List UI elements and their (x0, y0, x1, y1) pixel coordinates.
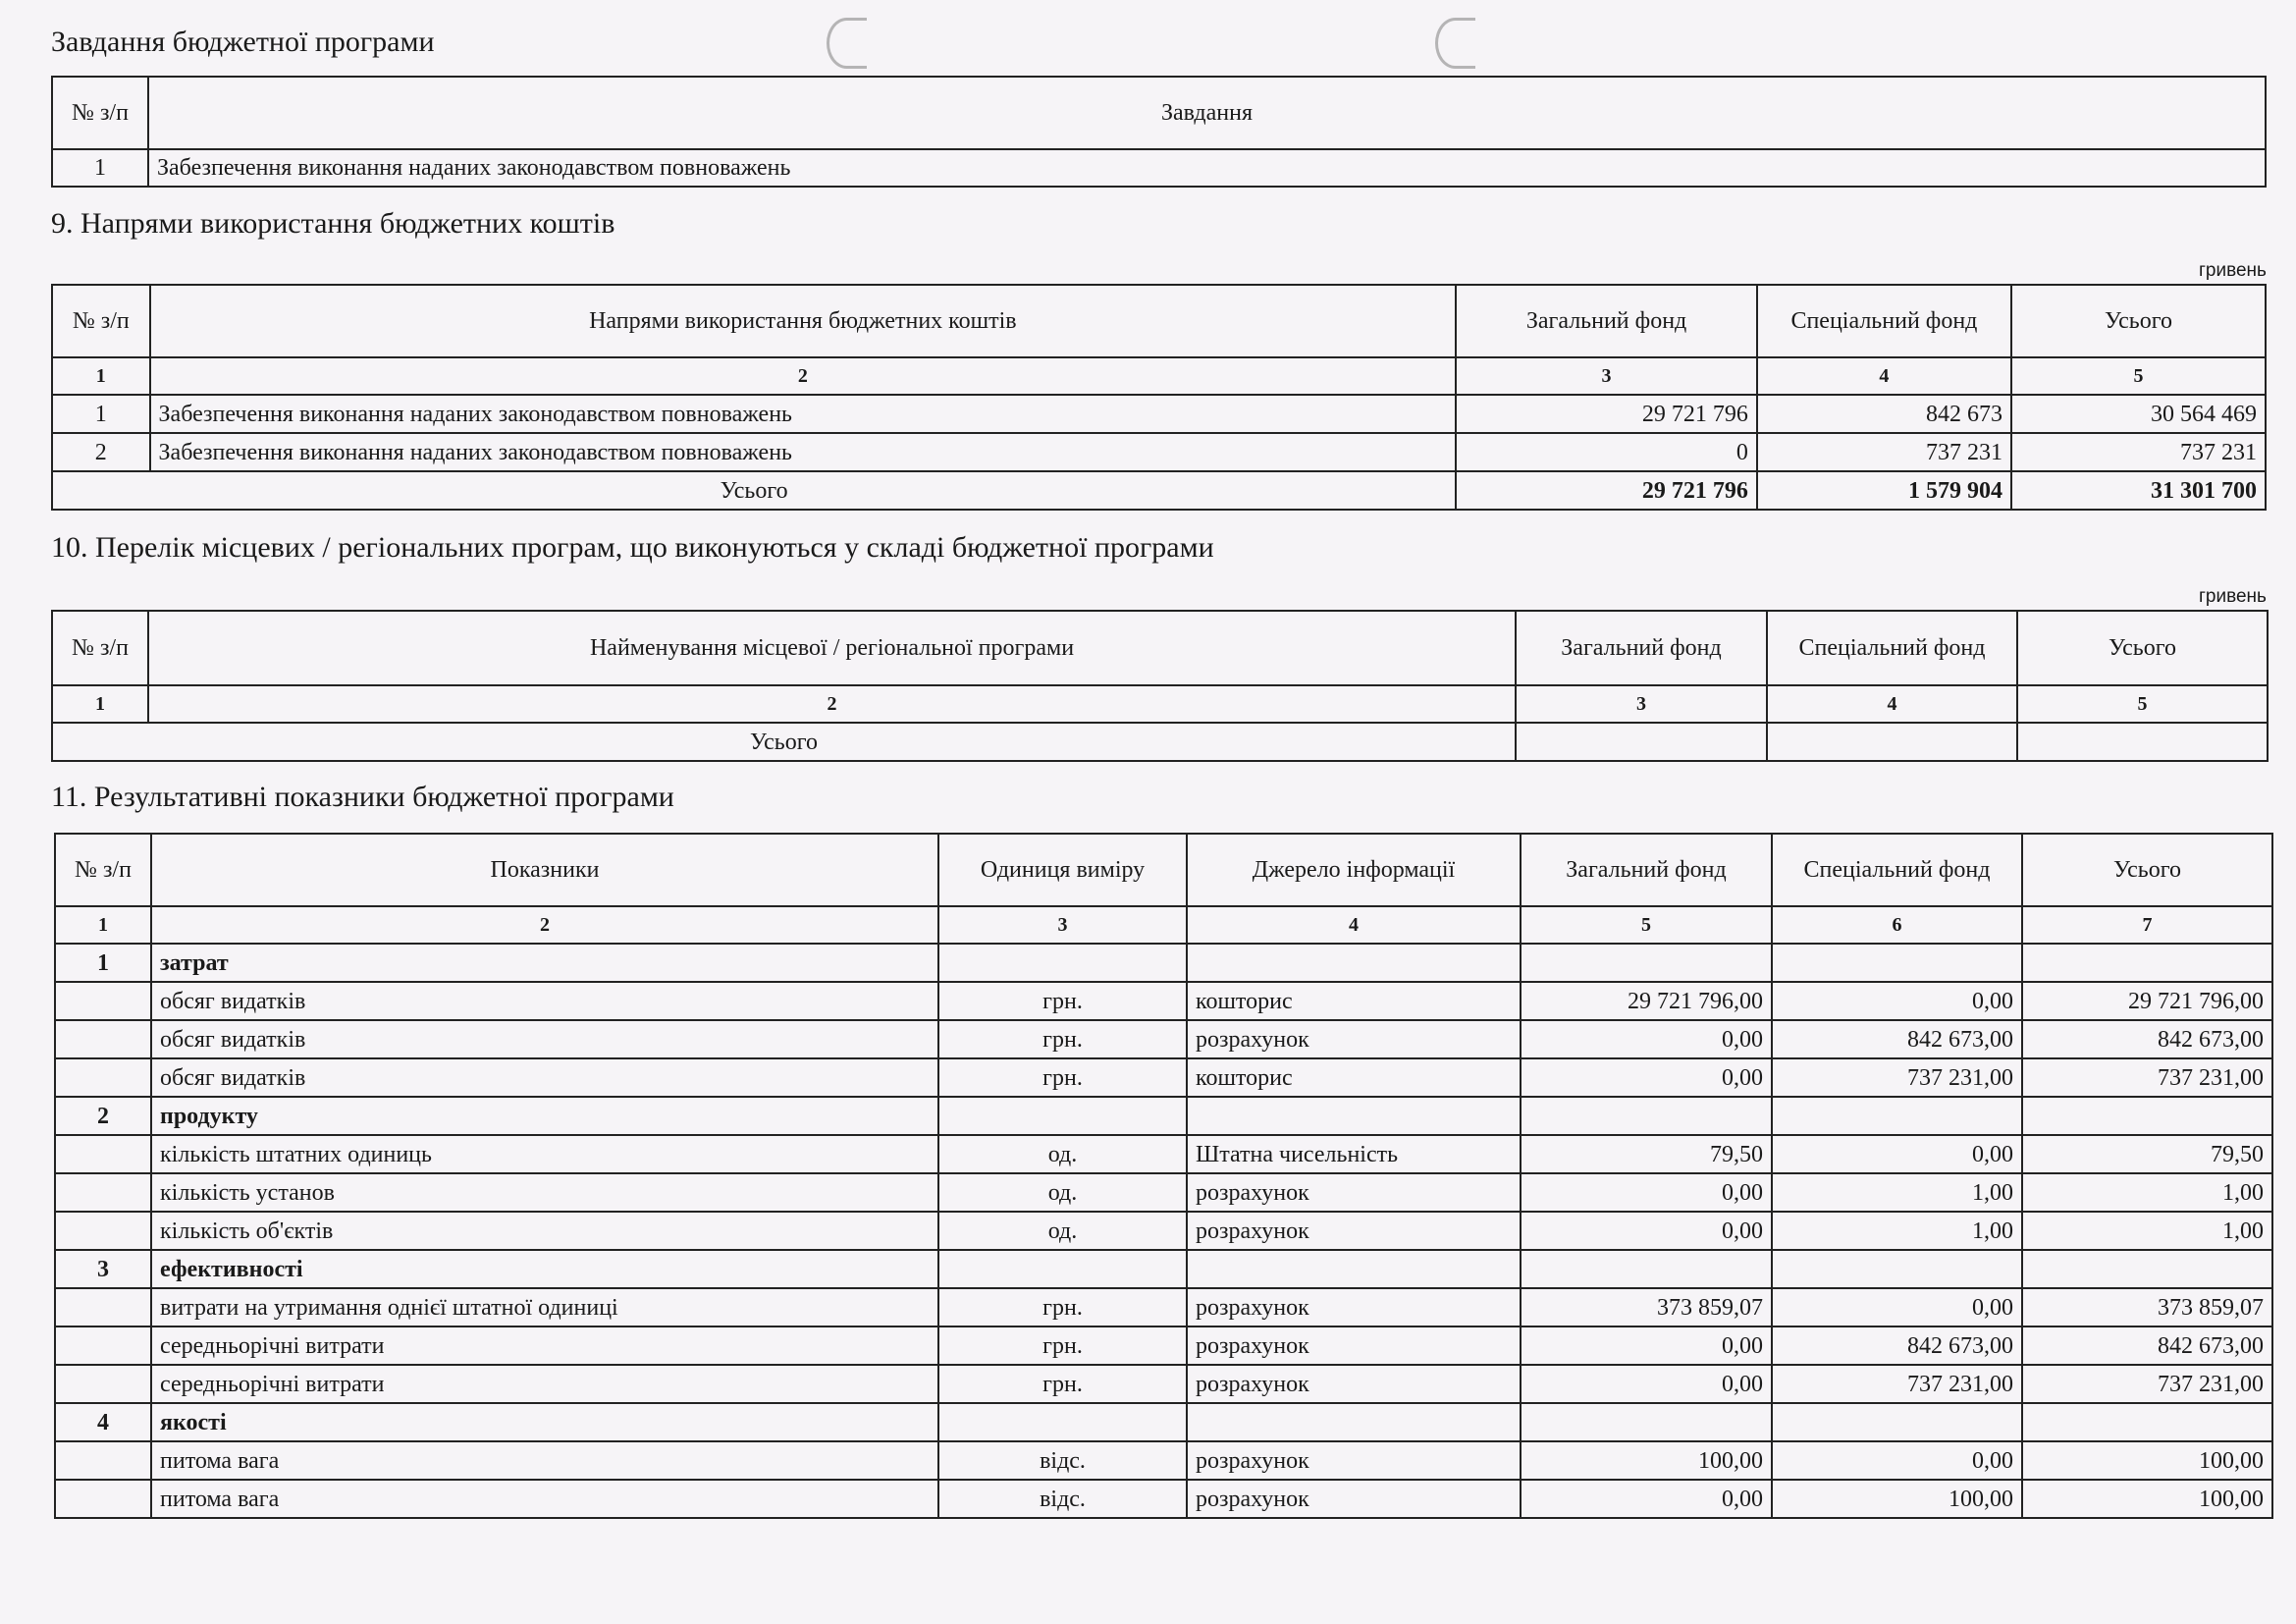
indicator-row (55, 1365, 2272, 1403)
cell: 79,50 (1521, 1135, 1772, 1173)
cell: 0,00 (1772, 1441, 2022, 1480)
section9-table (51, 284, 2267, 511)
cell: 1,00 (2022, 1212, 2272, 1250)
cell: Забезпечення виконання наданих законодавством повноважень (148, 149, 2266, 187)
section9-unit: гривень (2199, 260, 2267, 281)
cell (938, 1097, 1187, 1135)
section8-table (51, 76, 2267, 188)
cell: 2 (52, 433, 150, 471)
cell: обсяг видатків (151, 1058, 938, 1097)
cell: кількість об'єктів (151, 1212, 938, 1250)
total-label: Усього (52, 471, 1456, 510)
cell (1521, 1097, 1772, 1135)
cell (938, 1403, 1187, 1441)
cell (1772, 1250, 2022, 1288)
total-cell (2017, 723, 2268, 761)
column-number: 2 (148, 685, 1516, 723)
section11-table (54, 833, 2273, 1519)
header-cell: Напрями використання бюджетних коштів (150, 285, 1457, 357)
section10-title: 10. Перелік місцевих / регіональних програм, що виконуються у складі бюджетної програми (51, 531, 1214, 564)
cell: продукту (151, 1097, 938, 1135)
indicator-group-row (55, 1097, 2272, 1135)
header-cell: Спеціальний фонд (1772, 834, 2022, 906)
header-cell: Джерело інформації (1187, 834, 1521, 906)
cell: питома вага (151, 1441, 938, 1480)
cell (1187, 1097, 1521, 1135)
cell: 79,50 (2022, 1135, 2272, 1173)
column-number: 2 (150, 357, 1457, 395)
cell: 100,00 (1521, 1441, 1772, 1480)
cell: 29 721 796 (1456, 395, 1757, 433)
cell: 842 673 (1757, 395, 2011, 433)
indicator-row (55, 1288, 2272, 1326)
header-cell: Одиниця виміру (938, 834, 1187, 906)
cell: од. (938, 1173, 1187, 1212)
cell: розрахунок (1187, 1212, 1521, 1250)
cell: кількість установ (151, 1173, 938, 1212)
table-row (52, 149, 2266, 187)
column-number: 1 (52, 357, 150, 395)
column-number: 6 (1772, 906, 2022, 944)
cell: 29 721 796,00 (2022, 982, 2272, 1020)
cell: 0,00 (1521, 1326, 1772, 1365)
cell (1772, 1097, 2022, 1135)
total-cell: 29 721 796 (1456, 471, 1757, 510)
cell: од. (938, 1212, 1187, 1250)
cell: 737 231,00 (1772, 1365, 2022, 1403)
cell: 373 859,07 (1521, 1288, 1772, 1326)
cell: 737 231,00 (2022, 1365, 2272, 1403)
cell: 30 564 469 (2011, 395, 2266, 433)
cell: 0,00 (1521, 1365, 1772, 1403)
cell (2022, 1250, 2272, 1288)
column-number: 5 (2017, 685, 2268, 723)
cell: 842 673,00 (2022, 1020, 2272, 1058)
cell: затрат (151, 944, 938, 982)
cell: 1,00 (1772, 1173, 2022, 1212)
column-number: 3 (938, 906, 1187, 944)
cell: розрахунок (1187, 1326, 1521, 1365)
column-number: 1 (55, 906, 151, 944)
cell: 29 721 796,00 (1521, 982, 1772, 1020)
cell: 0,00 (1772, 1135, 2022, 1173)
total-cell: 1 579 904 (1757, 471, 2011, 510)
cell: 100,00 (1772, 1480, 2022, 1518)
cell (938, 1250, 1187, 1288)
column-number: 7 (2022, 906, 2272, 944)
section9-title: 9. Напрями використання бюджетних коштів (51, 207, 615, 240)
cell: обсяг видатків (151, 982, 938, 1020)
cell: грн. (938, 1365, 1187, 1403)
header-cell: Спеціальний фонд (1767, 611, 2017, 685)
cell (2022, 1403, 2272, 1441)
cell (1187, 944, 1521, 982)
cell: розрахунок (1187, 1480, 1521, 1518)
cell: розрахунок (1187, 1020, 1521, 1058)
cell (2022, 944, 2272, 982)
cell: середньорічні витрати (151, 1365, 938, 1403)
cell: од. (938, 1135, 1187, 1173)
indicator-row (55, 1326, 2272, 1365)
cell: відс. (938, 1441, 1187, 1480)
column-number: 1 (52, 685, 148, 723)
cell (1187, 1403, 1521, 1441)
indicator-row (55, 1441, 2272, 1480)
cell: 737 231 (2011, 433, 2266, 471)
total-cell (1516, 723, 1767, 761)
column-number: 4 (1757, 357, 2011, 395)
indicator-group-row (55, 1250, 2272, 1288)
cell: 373 859,07 (2022, 1288, 2272, 1326)
cell: грн. (938, 982, 1187, 1020)
cell: 0,00 (1521, 1480, 1772, 1518)
column-number: 2 (151, 906, 938, 944)
cell (55, 1173, 151, 1212)
cell (1772, 1403, 2022, 1441)
column-number: 5 (1521, 906, 1772, 944)
indicator-row (55, 1173, 2272, 1212)
header-cell: Усього (2017, 611, 2268, 685)
cell: 842 673,00 (2022, 1326, 2272, 1365)
indicator-row (55, 1212, 2272, 1250)
indicator-row (55, 1480, 2272, 1518)
cell: 1 (55, 944, 151, 982)
total-row (52, 723, 2268, 761)
cell: 0,00 (1772, 982, 2022, 1020)
header-cell: № з/п (52, 611, 148, 685)
cell (55, 1326, 151, 1365)
cell: 0,00 (1521, 1212, 1772, 1250)
cell: кошторис (1187, 1058, 1521, 1097)
header-cell: Загальний фонд (1456, 285, 1757, 357)
cell: 2 (55, 1097, 151, 1135)
table-row (52, 433, 2266, 471)
cell (1187, 1250, 1521, 1288)
section8-title: Завдання бюджетної програми (51, 26, 435, 58)
cell: ефективності (151, 1250, 938, 1288)
cell: 842 673,00 (1772, 1020, 2022, 1058)
cell: 1 (52, 395, 150, 433)
cell: якості (151, 1403, 938, 1441)
cell (55, 982, 151, 1020)
cell: 4 (55, 1403, 151, 1441)
cell: 737 231,00 (1772, 1058, 2022, 1097)
cell: 0,00 (1521, 1020, 1772, 1058)
total-cell: 31 301 700 (2011, 471, 2266, 510)
header-cell: Найменування місцевої / регіональної програми (148, 611, 1516, 685)
cell (938, 944, 1187, 982)
cell: грн. (938, 1326, 1187, 1365)
cell: 100,00 (2022, 1441, 2272, 1480)
cell: розрахунок (1187, 1173, 1521, 1212)
header-cell: Усього (2022, 834, 2272, 906)
cell: грн. (938, 1288, 1187, 1326)
header-cell: Спеціальний фонд (1757, 285, 2011, 357)
cell: 737 231,00 (2022, 1058, 2272, 1097)
cell (55, 1441, 151, 1480)
cell (1521, 1403, 1772, 1441)
cell: 3 (55, 1250, 151, 1288)
cell (1772, 944, 2022, 982)
cell: грн. (938, 1058, 1187, 1097)
cell (55, 1365, 151, 1403)
section10-table (51, 610, 2269, 762)
cell: 737 231 (1757, 433, 2011, 471)
table-row (52, 395, 2266, 433)
cell: середньорічні витрати (151, 1326, 938, 1365)
total-label: Усього (52, 723, 1516, 761)
indicator-row (55, 1135, 2272, 1173)
column-number: 3 (1456, 357, 1757, 395)
total-cell (1767, 723, 2017, 761)
header-cell: № з/п (55, 834, 151, 906)
indicator-group-row (55, 1403, 2272, 1441)
indicator-row (55, 1058, 2272, 1097)
cell (1521, 944, 1772, 982)
cell: 0,00 (1772, 1288, 2022, 1326)
cell: 0,00 (1521, 1173, 1772, 1212)
cell: 0,00 (1521, 1058, 1772, 1097)
cell (55, 1058, 151, 1097)
cell: 842 673,00 (1772, 1326, 2022, 1365)
cell: розрахунок (1187, 1365, 1521, 1403)
cell (55, 1135, 151, 1173)
cell: кількість штатних одиниць (151, 1135, 938, 1173)
cell: Забезпечення виконання наданих законодавством повноважень (150, 395, 1457, 433)
indicator-row (55, 982, 2272, 1020)
cell (55, 1480, 151, 1518)
total-row (52, 471, 2266, 510)
column-number: 4 (1187, 906, 1521, 944)
header-cell: Усього (2011, 285, 2266, 357)
cell: 1,00 (1772, 1212, 2022, 1250)
cell: 100,00 (2022, 1480, 2272, 1518)
cell: Штатна чисельність (1187, 1135, 1521, 1173)
cell (2022, 1097, 2272, 1135)
punch-hole (1435, 18, 1475, 69)
header-cell: Показники (151, 834, 938, 906)
header-cell: Завдання (148, 77, 2266, 149)
cell: кошторис (1187, 982, 1521, 1020)
cell: розрахунок (1187, 1441, 1521, 1480)
cell: грн. (938, 1020, 1187, 1058)
cell: 1 (52, 149, 148, 187)
cell (55, 1288, 151, 1326)
cell: обсяг видатків (151, 1020, 938, 1058)
cell: Забезпечення виконання наданих законодавством повноважень (150, 433, 1457, 471)
cell: розрахунок (1187, 1288, 1521, 1326)
header-cell: № з/п (52, 77, 148, 149)
indicator-group-row (55, 944, 2272, 982)
cell: відс. (938, 1480, 1187, 1518)
indicator-row (55, 1020, 2272, 1058)
punch-hole (827, 18, 867, 69)
cell (55, 1020, 151, 1058)
column-number: 3 (1516, 685, 1767, 723)
section10-unit: гривень (2199, 586, 2267, 607)
cell: 0 (1456, 433, 1757, 471)
cell (55, 1212, 151, 1250)
section11-title: 11. Результативні показники бюджетної програми (51, 781, 674, 813)
column-number: 5 (2011, 357, 2266, 395)
column-number: 4 (1767, 685, 2017, 723)
header-cell: Загальний фонд (1516, 611, 1767, 685)
cell (1521, 1250, 1772, 1288)
cell: 1,00 (2022, 1173, 2272, 1212)
header-cell: № з/п (52, 285, 150, 357)
cell: витрати на утримання однієї штатної одиниці (151, 1288, 938, 1326)
header-cell: Загальний фонд (1521, 834, 1772, 906)
cell: питома вага (151, 1480, 938, 1518)
